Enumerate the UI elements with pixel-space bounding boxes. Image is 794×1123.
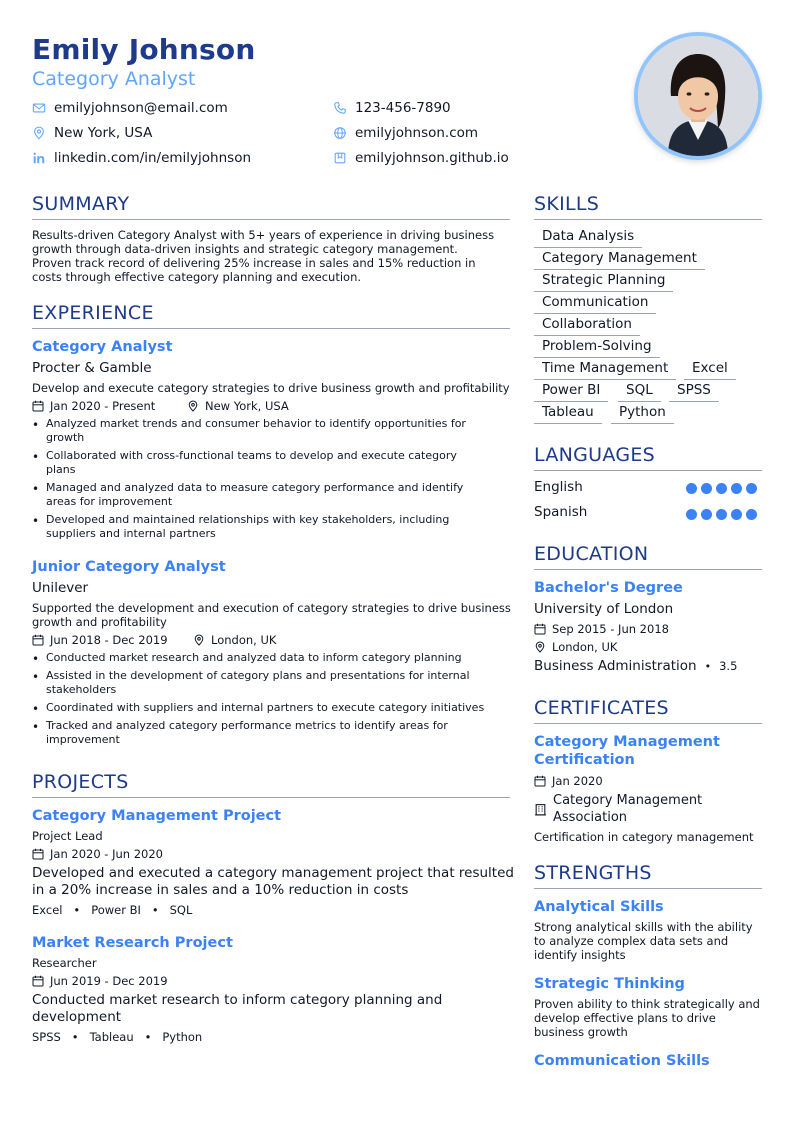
calendar-icon — [32, 975, 44, 987]
skills-heading: SKILLS — [534, 193, 600, 215]
job-description-line: Supported the development and execution of category strategies to drive business — [32, 601, 511, 615]
skill-tag: Category Management — [534, 250, 705, 270]
project-tool: Excel — [32, 903, 63, 917]
job-location-text: London, UK — [211, 633, 277, 647]
bullet-line: Coordinated with suppliers and internal partners to execute category initiatives — [46, 701, 485, 714]
globe-icon — [333, 126, 347, 140]
job-dates — [32, 399, 155, 413]
level-dot — [731, 483, 742, 494]
strength-title: Strategic Thinking — [534, 976, 685, 992]
phone-text: 123-456-7890 — [355, 100, 451, 116]
separator-dot: • — [704, 660, 712, 673]
skill-tag: Power BI — [534, 382, 608, 402]
candidate-title: Category Analyst — [32, 68, 196, 90]
certificate-title — [534, 733, 762, 769]
skills-divider — [534, 219, 762, 220]
location-pin-icon — [187, 400, 199, 412]
email-text: emilyjohnson@email.com — [54, 100, 228, 116]
job-bullet — [32, 417, 502, 445]
job-bullet — [32, 669, 510, 697]
job-title: Category Analyst — [32, 339, 173, 355]
job-bullet — [32, 651, 510, 665]
github-text: emilyjohnson.github.io — [355, 150, 509, 166]
level-dot — [716, 509, 727, 520]
job-dates — [32, 633, 168, 647]
skill-tag: Problem-Solving — [534, 338, 660, 358]
strength-line: Proven ability to think strategically and — [534, 997, 760, 1011]
separator-dot: • — [137, 1030, 159, 1044]
separator-dot: • — [66, 903, 88, 917]
contact-email[interactable] — [32, 99, 228, 117]
level-dot — [746, 483, 757, 494]
project-title: Category Management Project — [32, 808, 282, 824]
language-name: English — [534, 479, 583, 495]
bullet-line: growth — [46, 431, 85, 444]
strength-title: Analytical Skills — [534, 899, 664, 915]
contact-linkedin[interactable] — [32, 149, 251, 167]
portfolio-icon — [333, 151, 347, 165]
location-pin-icon — [32, 126, 46, 140]
education-location-text: London, UK — [552, 640, 618, 654]
bullet-line: Conducted market research and analyzed data to inform category planning — [46, 651, 462, 664]
job-description-line: growth and profitability — [32, 615, 167, 629]
gpa-value: 3.5 — [719, 659, 738, 673]
bullet-line: Analyzed market trends and consumer behavior to identify opportunities for — [46, 417, 466, 430]
certificate-date — [534, 774, 603, 788]
project-title: Market Research Project — [32, 935, 233, 951]
certificate-description: Certification in category management — [534, 830, 754, 844]
candidate-name: Emily Johnson — [32, 33, 256, 66]
building-icon — [534, 803, 547, 816]
education-location — [534, 640, 617, 654]
calendar-icon — [32, 400, 44, 412]
bullet-line: stakeholders — [46, 683, 117, 696]
project-tool: SPSS — [32, 1030, 61, 1044]
phone-icon — [333, 101, 347, 115]
project-dates-text: Jun 2019 - Dec 2019 — [50, 974, 168, 988]
skill-tag: SQL — [618, 382, 661, 402]
job-location-text: New York, USA — [205, 399, 289, 413]
education-dates-text: Sep 2015 - Jun 2018 — [552, 622, 669, 636]
summary-heading: SUMMARY — [32, 193, 130, 215]
calendar-icon — [32, 634, 44, 646]
linkedin-text: linkedin.com/in/emilyjohnson — [54, 150, 252, 166]
skill-tag: SPSS — [669, 382, 719, 402]
job-bullet — [32, 513, 502, 541]
certificate-title-line: Certification — [534, 752, 635, 768]
bullet-line: Developed and maintained relationships with key stakeholders, including — [46, 513, 450, 526]
summary-text — [32, 228, 512, 284]
contact-github[interactable] — [333, 149, 509, 167]
level-dot — [686, 509, 697, 520]
project-description-line: in a 20% increase in sales and a 10% reduction in costs — [32, 882, 409, 898]
experience-divider — [32, 328, 510, 329]
job-company: Procter & Gamble — [32, 360, 152, 376]
project-description — [32, 992, 512, 1026]
job-dates-text: Jan 2020 - Present — [50, 399, 156, 413]
contact-phone[interactable] — [333, 99, 451, 117]
skill-tag: Tableau — [534, 404, 602, 424]
job-location — [193, 633, 276, 647]
strength-description — [534, 997, 762, 1039]
job-bullet — [32, 481, 502, 509]
summary-line: costs through effective category planning and execution. — [32, 270, 362, 284]
degree-title: Bachelor's Degree — [534, 580, 683, 596]
skill-tag: Collaboration — [534, 316, 640, 336]
profile-photo-image — [638, 36, 758, 156]
project-tool: SQL — [169, 903, 193, 917]
location-text: New York, USA — [54, 125, 153, 141]
job-bullet — [32, 449, 502, 477]
skill-tag: Strategic Planning — [534, 272, 673, 292]
strength-line: to analyze complex data sets and — [534, 934, 729, 948]
job-bullets — [32, 417, 502, 545]
level-dot — [701, 483, 712, 494]
experience-heading: EXPERIENCE — [32, 302, 154, 324]
certificate-issuer-text — [553, 792, 702, 826]
skill-tag: Data Analysis — [534, 228, 642, 248]
languages-heading: LANGUAGES — [534, 444, 656, 466]
certificate-date-text: Jan 2020 — [552, 774, 603, 788]
project-description-line: development — [32, 1009, 122, 1025]
level-dot — [686, 483, 697, 494]
calendar-icon — [534, 623, 546, 635]
profile-photo — [634, 32, 762, 160]
certificate-title-line: Category Management — [534, 734, 720, 750]
summary-line: Results-driven Category Analyst with 5+ years of experience in driving business — [32, 228, 495, 242]
skill-tag: Excel — [684, 360, 736, 380]
contact-location — [32, 124, 152, 142]
job-location — [187, 399, 289, 413]
project-dates — [32, 847, 163, 861]
project-role: Researcher — [32, 956, 97, 970]
contact-website[interactable] — [333, 124, 478, 142]
job-description — [32, 601, 514, 629]
languages-divider — [534, 470, 762, 471]
job-company: Unilever — [32, 580, 89, 596]
project-dates — [32, 974, 168, 988]
summary-line: growth through data-driven insights and strategic category management. — [32, 242, 458, 256]
bullet-line: suppliers and internal partners — [46, 527, 216, 540]
website-text: emilyjohnson.com — [355, 125, 479, 141]
strength-line: develop effective plans to drive — [534, 1011, 716, 1025]
calendar-icon — [32, 848, 44, 860]
strength-title: Communication Skills — [534, 1053, 710, 1069]
strength-line: business growth — [534, 1025, 628, 1039]
level-dot — [716, 483, 727, 494]
project-description-line: Developed and executed a category management project that resulted — [32, 865, 514, 881]
level-dot — [701, 509, 712, 520]
strength-description — [534, 920, 762, 962]
certificate-issuer-line: Category Management — [553, 793, 703, 808]
certificates-heading: CERTIFICATES — [534, 697, 669, 719]
level-dot — [746, 509, 757, 520]
project-role: Project Lead — [32, 829, 103, 843]
location-pin-icon — [193, 634, 205, 646]
education-divider — [534, 569, 762, 570]
separator-dot: • — [144, 903, 166, 917]
project-tool: Power BI — [91, 903, 141, 917]
job-bullet — [32, 701, 510, 715]
bullet-line: Assisted in the development of category plans and presentations for internal — [46, 669, 470, 682]
strength-line: Strong analytical skills with the ability — [534, 920, 753, 934]
certificate-issuer — [534, 792, 702, 826]
certificate-issuer-line: Association — [553, 810, 628, 825]
field-of-study: Business Administration — [534, 658, 697, 674]
summary-line: Proven track record of delivering 25% increase in sales and 15% reduction in — [32, 256, 476, 270]
bullet-line: Managed and analyzed data to measure category performance and identify — [46, 481, 464, 494]
calendar-icon — [534, 775, 546, 787]
strengths-heading: STRENGTHS — [534, 862, 652, 884]
linkedin-icon — [32, 151, 46, 165]
location-pin-icon — [534, 641, 546, 653]
bullet-line: areas for improvement — [46, 495, 173, 508]
education-heading: EDUCATION — [534, 543, 649, 565]
job-bullets — [32, 651, 510, 751]
project-description — [32, 865, 512, 899]
job-dates-text: Jun 2018 - Dec 2019 — [50, 633, 168, 647]
bullet-line: plans — [46, 463, 76, 476]
strengths-divider — [534, 888, 762, 889]
projects-divider — [32, 797, 510, 798]
job-bullet — [32, 719, 510, 747]
project-tool: Python — [162, 1030, 203, 1044]
strength-line: identify insights — [534, 948, 626, 962]
project-tools — [32, 1030, 202, 1044]
skill-tag: Communication — [534, 294, 656, 314]
separator-dot: • — [64, 1030, 86, 1044]
projects-heading: PROJECTS — [32, 771, 129, 793]
bullet-line: Tracked and analyzed category performance metrics to identify areas for — [46, 719, 448, 732]
project-tool: Tableau — [89, 1030, 134, 1044]
summary-divider — [32, 219, 510, 220]
language-level — [682, 509, 757, 520]
language-name: Spanish — [534, 504, 588, 520]
job-title: Junior Category Analyst — [32, 559, 226, 575]
project-tools — [32, 903, 192, 917]
level-dot — [731, 509, 742, 520]
job-description: Develop and execute category strategies to drive business growth and profitability — [32, 381, 510, 395]
education-field-row — [534, 658, 737, 675]
skill-tag: Time Management — [534, 360, 676, 380]
email-icon — [32, 101, 46, 115]
skill-tag: Python — [611, 404, 674, 424]
bullet-line: Collaborated with cross-functional teams to develop and execute category — [46, 449, 457, 462]
project-description-line: Conducted market research to inform category planning and — [32, 992, 443, 1008]
bullet-line: improvement — [46, 733, 120, 746]
education-dates — [534, 622, 669, 636]
school-name: University of London — [534, 601, 674, 617]
language-level — [682, 483, 757, 494]
project-dates-text: Jan 2020 - Jun 2020 — [50, 847, 164, 861]
certificates-divider — [534, 723, 762, 724]
